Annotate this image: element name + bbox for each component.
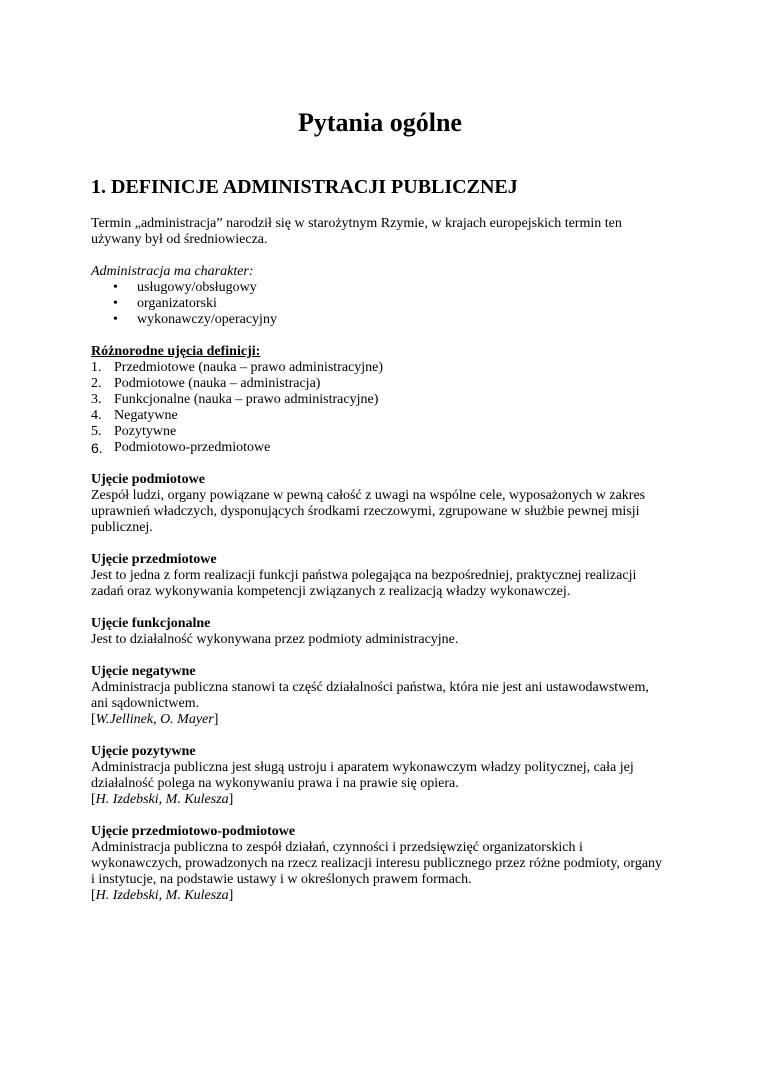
list-item-text: Podmiotowe (nauka – administracja) — [114, 376, 321, 391]
subsection-heading: Ujęcie przedmiotowe — [91, 552, 217, 567]
bullet-icon: • — [113, 312, 118, 327]
list-item-text: organizatorski — [137, 296, 217, 311]
citation-text: H. Izdebski, M. Kulesza — [95, 888, 229, 903]
paragraph-line: Zespół ludzi, organy powiązane w pewną całość z uwagi na wspólne cele, wyposażonych w zakres — [91, 488, 646, 503]
character-list — [91, 280, 676, 328]
citation — [91, 712, 676, 728]
intro-line: używany był od średniowiecza. — [91, 232, 268, 247]
list-number: 2. — [91, 376, 102, 391]
paragraph-line: uprawnień władczych, dysponujących środkami rzeczowymi, zgrupowane w służbie pewnej misji — [91, 504, 640, 519]
subsection-heading: Ujęcie podmiotowe — [91, 472, 205, 487]
list-item — [91, 312, 676, 328]
list-item — [91, 392, 676, 408]
paragraph-line: publicznej. — [91, 520, 153, 535]
list-item — [91, 360, 676, 376]
bullet-icon: • — [113, 296, 118, 311]
paragraph-line: i instytucje, na podstawie ustawy i w określonych prawem formach. — [91, 872, 472, 887]
page-title: Pytania ogólne — [298, 108, 462, 137]
list-item — [91, 440, 676, 456]
subsection-heading: Ujęcie przedmiotowo-podmiotowe — [91, 824, 296, 839]
paragraph-line: Administracja publiczna jest sługą ustroju i aparatem wykonawczym władzy politycznej, cała jej — [91, 760, 634, 775]
list-number: 4. — [91, 408, 102, 423]
list-item — [91, 424, 676, 440]
citation-bracket: ] — [213, 712, 219, 727]
paragraph-line: zadań oraz wykonywania kompetencji związanych z realizacją władzy wykonawczej. — [91, 584, 571, 599]
list-item — [91, 296, 676, 312]
list-number: 6. — [91, 440, 103, 456]
citation-bracket: [ — [91, 792, 96, 807]
list-item-text: Podmiotowo-przedmiotowe — [114, 440, 271, 455]
citation — [91, 888, 676, 904]
paragraph-line: wykonawczych, prowadzonych na rzecz realizacji interesu publicznego przez różne podmioty, organy — [91, 856, 663, 871]
paragraph-line: Jest to działalność wykonywana przez podmioty administracyjne. — [91, 632, 459, 647]
subsection-heading: Ujęcie negatywne — [91, 664, 196, 679]
paragraph-line: ani sądownictwem. — [91, 696, 200, 711]
list-item-text: Pozytywne — [114, 424, 177, 439]
definitions-heading: Różnorodne ujęcia definicji: — [91, 344, 261, 359]
intro-line: Termin „administracja” narodził się w starożytnym Rzymie, w krajach europejskich termin ten — [91, 216, 622, 231]
paragraph-line: Jest to jedna z form realizacji funkcji państwa polegająca na bezpośredniej, praktycznej realizacji — [91, 568, 637, 583]
citation-text: H. Izdebski, M. Kulesza — [95, 792, 229, 807]
citation-bracket: ] — [228, 888, 234, 903]
citation-text: W.Jellinek, O. Mayer — [95, 712, 214, 727]
list-item-text: wykonawczy/operacyjny — [137, 312, 277, 327]
document-body — [91, 216, 676, 904]
paragraph-line: Administracja publiczna to zespół działań, czynności i przedsięwzięć organizatorskich i — [91, 840, 583, 855]
character-label-text: Administracja ma charakter — [91, 264, 249, 279]
definitions-list — [91, 360, 676, 456]
list-item-text: Negatywne — [114, 408, 178, 423]
subsection-heading: Ujęcie funkcjonalne — [91, 616, 211, 631]
section-heading: 1. DEFINICJE ADMINISTRACJI PUBLICZNEJ — [91, 176, 518, 198]
character-label-colon: : — [248, 264, 254, 279]
list-item-text: Przedmiotowe (nauka – prawo administracyjne) — [114, 360, 384, 375]
citation-bracket: ] — [228, 792, 234, 807]
paragraph-line: działalność polega na wykonywaniu prawa i na prawie się opiera. — [91, 776, 459, 791]
citation — [91, 792, 676, 808]
bullet-icon: • — [113, 280, 118, 295]
list-item — [91, 280, 676, 296]
list-item-text: Funkcjonalne (nauka – prawo administracyjne) — [114, 392, 379, 407]
list-number: 3. — [91, 392, 102, 407]
list-item — [91, 408, 676, 424]
paragraph-line: Administracja publiczna stanowi ta część działalności państwa, która nie jest ani ustawodawstwem, — [91, 680, 649, 695]
list-item-text: usługowy/obsługowy — [137, 280, 257, 295]
list-number: 5. — [91, 424, 102, 439]
character-label — [91, 264, 676, 280]
subsection-heading: Ujęcie pozytywne — [91, 744, 196, 759]
citation-bracket: [ — [91, 888, 96, 903]
list-number: 1. — [91, 360, 102, 375]
list-item — [91, 376, 676, 392]
citation-bracket: [ — [91, 712, 96, 727]
